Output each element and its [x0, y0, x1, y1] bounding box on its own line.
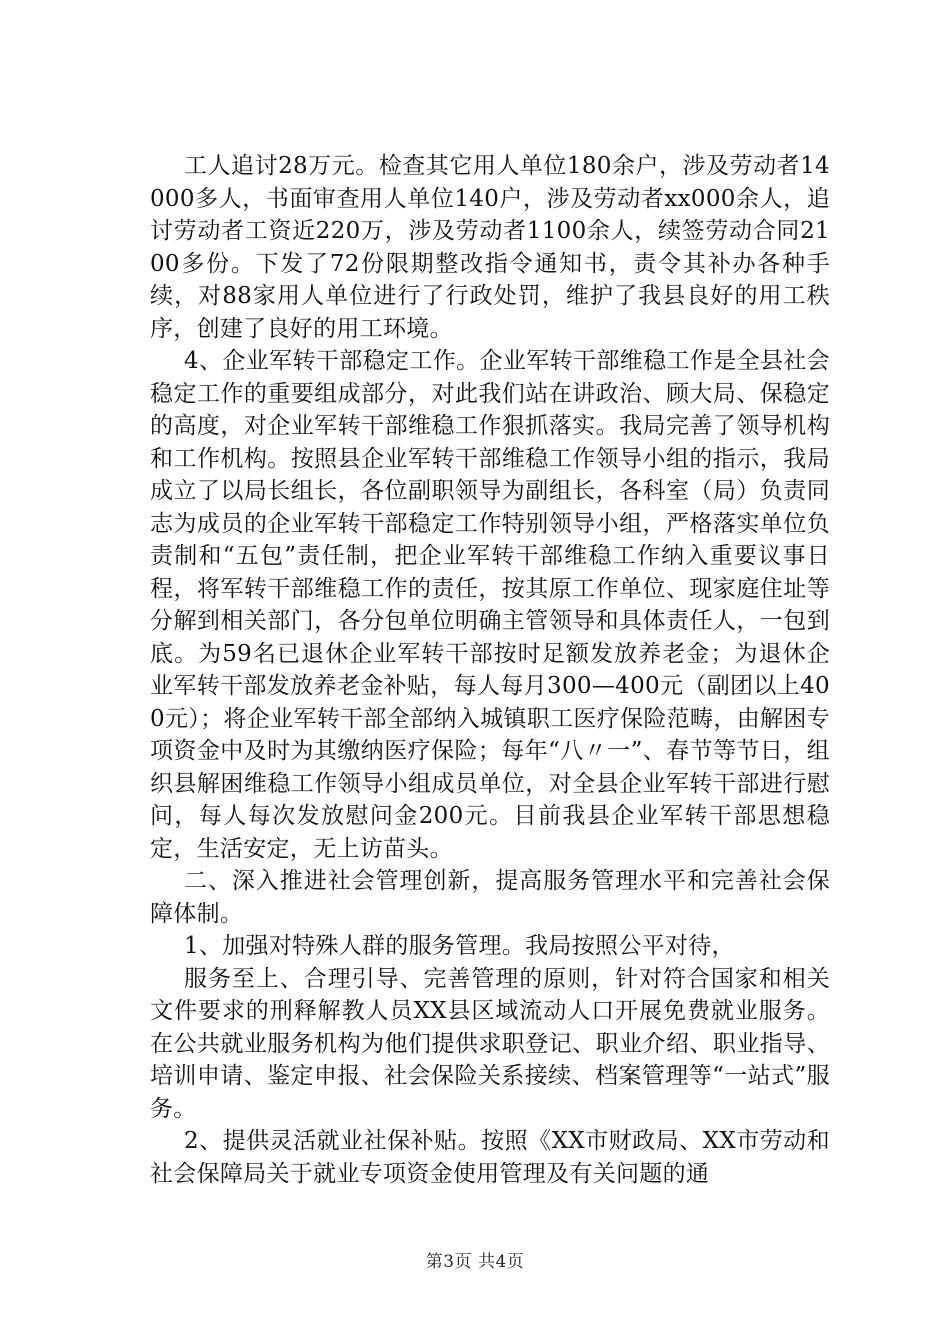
paragraph-employment-services: 服务至上、合理引导、完善管理的原则，针对符合国家和相关文件要求的刑释解教人员XX县区域流动人口开展免费就业服务。在公共就业服务机构为他们提供求职登记、职业介绍、职业指导、培训申请、鉴定申报、社会保险关系接续、档案管理等“一站式”服务。	[150, 965, 830, 1122]
paragraph-special-groups: 1、加强对特殊人群的服务管理。我局按照公平对待，	[184, 933, 735, 959]
page-number: 第3页 共4页	[425, 1252, 525, 1272]
document-body	[150, 150, 830, 1190]
paragraph-cadre-stability: 4、企业军转干部稳定工作。企业军转干部维稳工作是全县社会稳定工作的重要组成部分，对此我们站在讲政治、顾大局、保稳定的高度，对企业军转干部维稳工作狠抓落实。我局完善了领导机构和工作机构。按照县企业军转干部维稳工作领导小组的指示，我局成立了以局长组长，各位副职领导为副组长，各科室（局）负责同志为成员的企业军转干部稳定工作特别领导小组，严格落实单位负责制和“五包”责任制，把企业军转干部维稳工作纳入重要议事日程，将军转干部维稳工作的责任，按其原工作单位、现家庭住址等分解到相关部门，各分包单位明确主管领导和具体责任人，一包到底。为59名已退休企业军转干部按时足额发放养老金；为退休企业军转干部发放养老金补贴，每人每月300—400元（副团以上400元）；将企业军转干部全部纳入城镇职工医疗保险范畴，由解困专项资金中及时为其缴纳医疗保险；每年“八〃一”、春节等节日，组织县解困维稳工作领导小组成员单位，对全县企业军转干部进行慰问，每人每次发放慰问金200元。目前我县企业军转干部思想稳定，生活安定，无上访苗头。	[150, 348, 830, 862]
section-heading-social-management: 二、深入推进社会管理创新，提高服务管理水平和完善社会保障体制。	[150, 868, 830, 927]
paragraph-labor-recovery: 工人追讨28万元。检查其它用人单位180余户，涉及劳动者14000多人，书面审查用人单位140户，涉及劳动者xx000余人，追讨劳动者工资近220万，涉及劳动者1100余人，续签劳动合同2100多份。下发了72份限期整改指令通知书，责令其补办各种手续，对88家用人单位进行了行政处罚，维护了我县良好的用工秩序，创建了良好的用工环境。	[150, 153, 830, 342]
paragraph-social-insurance-subsidy: 2、提供灵活就业社保补贴。按照《XX市财政局、XX市劳动和社会保障局关于就业专项资金使用管理及有关问题的通	[150, 1128, 830, 1187]
